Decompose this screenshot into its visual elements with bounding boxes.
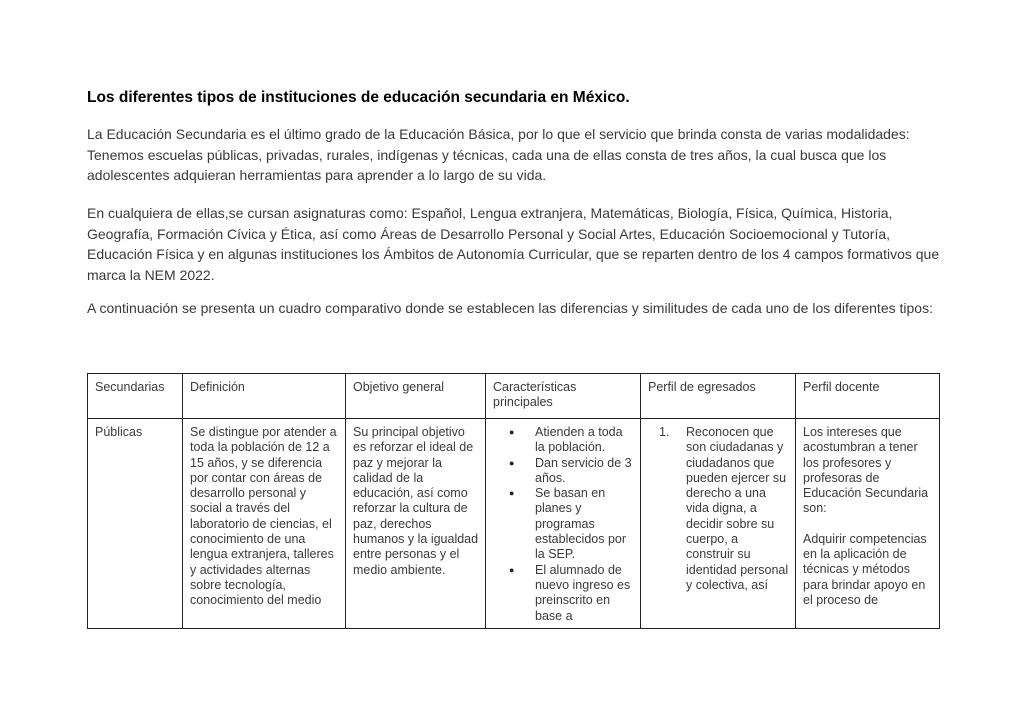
- cell-tipo: Públicas: [88, 419, 183, 629]
- cell-egresados: [641, 419, 796, 629]
- comparison-table: [87, 373, 940, 629]
- list-item: [659, 425, 789, 593]
- table-header-row: [88, 374, 940, 419]
- egresados-list: [648, 425, 789, 593]
- cell-caracteristicas: [486, 419, 641, 629]
- list-number: 1.: [659, 425, 670, 439]
- document-title: Los diferentes tipos de instituciones de educación secundaria en México.: [87, 89, 630, 106]
- header-secundarias: Secundarias: [88, 374, 183, 419]
- cell-docente: [796, 419, 940, 629]
- table-intro-paragraph: A continuación se presenta un cuadro comparativo donde se establecen las diferencias y similitudes de cada uno de los diferentes tipos:: [87, 300, 933, 316]
- table-row: [88, 419, 940, 629]
- cell-objetivo: Su principal objetivo es reforzar el ideal de paz y mejorar la calidad de la educación, así como reforzar la cultura de paz, derechos humanos y la igualdad entre personas y el medio ambiente.: [346, 419, 486, 629]
- intro-paragraph: La Educación Secundaria es el último grado de la Educación Básica, por lo que el servicio que brinda consta de varias modalidades: Tenemos escuelas públicas, privadas, rurales, indígenas y técnicas, cada una de ellas consta de tres años, la cual busca que los adolescentes adquieran herramientas para aprender a lo largo de su vida.: [87, 126, 910, 183]
- header-objetivo-general: Objetivo general: [346, 374, 486, 419]
- header-perfil-docente: Perfil docente: [796, 374, 940, 419]
- cell-definicion: Se distingue por atender a toda la población de 12 a 15 años, y se diferencia por contar con áreas de desarrollo personal y social a través del laboratorio de ciencias, el conocimiento de una lengua extranjera, talleres y actividades alternas sobre tecnología, conocimiento del medio: [183, 419, 346, 629]
- header-definicion: Definición: [183, 374, 346, 419]
- subjects-paragraph: En cualquiera de ellas,se cursan asignaturas como: Español, Lengua extranjera, Matemáticas, Biología, Física, Química, Historia, Geografía, Formación Cívica y Ética, así como Áreas de Desarrollo Personal y Social Artes, Educación Socioemocional y Tutoría, Educación Física y en algunas instituciones los Ámbitos de Autonomía Curricular, que se reparten dentro de los 4 campos formativos que marca la NEM 2022.: [87, 205, 940, 283]
- docente-detalle: Adquirir competencias en la aplicación de técnicas y métodos para brindar apoyo en el proceso de: [803, 531, 927, 607]
- list-item: ● Atienden a toda la población.: [535, 425, 634, 456]
- docente-intro: Los intereses que acostumbran a tener los profesores y profesoras de Educación Secundaria son:: [803, 425, 929, 516]
- caracteristicas-list: [493, 425, 634, 624]
- list-item: ● El alumnado de nuevo ingreso es preinscrito en base a: [535, 563, 634, 624]
- list-item: ● Dan servicio de 3 años.: [535, 456, 634, 487]
- header-perfil-egresados: Perfil de egresados: [641, 374, 796, 419]
- list-item-text: Reconocen que son ciudadanas y ciudadanos que pueden ejercer su derecho a una vida digna, a decidir sobre su cuerpo, a construir su identidad personal y colectiva, así: [686, 425, 789, 592]
- header-caracteristicas: Características principales: [486, 374, 641, 419]
- list-item: ● Se basan en planes y programas establecidos por la SEP.: [535, 486, 634, 562]
